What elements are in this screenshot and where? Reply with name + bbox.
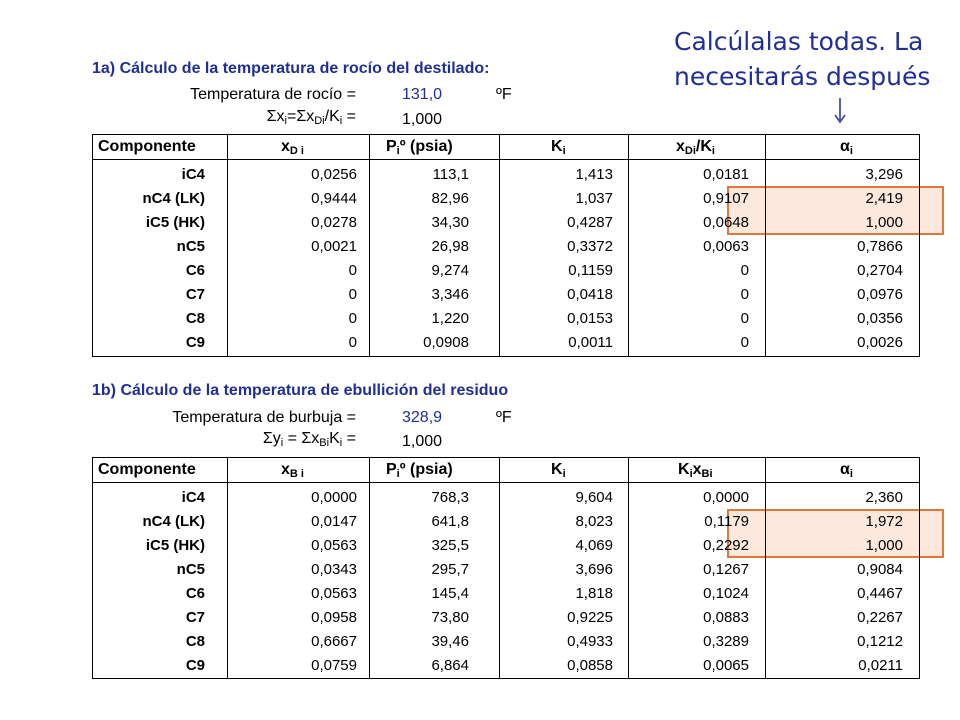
dew-temp-unit: ºF	[496, 86, 512, 103]
table-row	[93, 657, 919, 679]
bubble-temp-unit: ºF	[496, 409, 512, 426]
value-cell: 0,0343	[311, 561, 357, 578]
value-cell: 0,0278	[311, 214, 357, 231]
value-cell: 0	[740, 310, 749, 327]
table-row	[93, 537, 919, 559]
table-row	[93, 238, 919, 260]
component-cell: nC5	[176, 238, 205, 255]
value-cell: 0,0858	[567, 657, 613, 674]
table-row	[93, 334, 919, 356]
component-cell: iC5 (HK)	[145, 537, 205, 554]
note-line-2: necesitarás después	[674, 62, 931, 91]
value-cell: 9,604	[575, 489, 613, 506]
value-cell: 3,346	[431, 286, 469, 303]
table-bubble	[92, 457, 920, 679]
value-cell: 0	[740, 262, 749, 279]
value-cell: 0,0181	[703, 166, 749, 183]
value-cell: 39,46	[431, 633, 469, 650]
value-cell: 768,3	[431, 489, 469, 506]
component-cell: C9	[185, 657, 205, 674]
value-cell: 0,0147	[311, 513, 357, 530]
value-cell: 0,7866	[857, 238, 903, 255]
col-xk: $x_{Di}/K_i$	[676, 138, 715, 157]
value-cell: 1,000	[865, 214, 903, 231]
value-cell: 0,0418	[567, 286, 613, 303]
component-cell: nC5	[176, 561, 205, 578]
dew-sum-value: 1,000	[402, 111, 443, 128]
table-row	[93, 609, 919, 631]
value-cell: 113,1	[432, 166, 469, 183]
value-cell: 1,000	[865, 537, 903, 554]
table-dew-header	[93, 135, 919, 160]
table-row	[93, 561, 919, 583]
value-cell: 0,9444	[311, 190, 357, 207]
col-alpha-b: $\alpha_i$	[840, 461, 853, 480]
value-cell: 0,0065	[703, 657, 749, 674]
col-x-b: $x_{B i}$	[281, 461, 304, 480]
value-cell: 0,0648	[703, 214, 749, 231]
value-cell: 0,2267	[857, 609, 903, 626]
value-cell: 9,274	[431, 262, 469, 279]
value-cell: 1,818	[575, 585, 613, 602]
value-cell: 0,0883	[703, 609, 749, 626]
value-cell: 1,972	[865, 513, 903, 530]
value-cell: 0,2704	[857, 262, 903, 279]
value-cell: 0,1179	[704, 513, 749, 530]
col-componente-b: Componente	[98, 461, 196, 478]
col-kx-b: $K_ix_{Bi}$	[678, 461, 713, 480]
table-row	[93, 190, 919, 212]
table-row	[93, 214, 919, 236]
col-componente: Componente	[98, 138, 196, 155]
value-cell: 34,30	[431, 214, 469, 231]
value-cell: 0,4467	[857, 585, 903, 602]
value-cell: 0,2292	[703, 537, 749, 554]
table-row	[93, 585, 919, 607]
value-cell: 3,296	[865, 166, 903, 183]
value-cell: 1,220	[431, 310, 469, 327]
value-cell: 0,3372	[567, 238, 613, 255]
table-row	[93, 166, 919, 188]
value-cell: 0	[348, 286, 357, 303]
value-cell: 0	[740, 286, 749, 303]
value-cell: 0,0976	[857, 286, 903, 303]
table-dew	[92, 134, 920, 357]
component-cell: C9	[185, 334, 205, 351]
bubble-sum-value: 1,000	[402, 433, 443, 450]
value-cell: 0,3289	[703, 633, 749, 650]
col-alpha: $\alpha_i$	[840, 138, 853, 157]
value-cell: 0,0356	[857, 310, 903, 327]
value-cell: 0,1159	[568, 262, 613, 279]
value-cell: 0	[348, 262, 357, 279]
value-cell: 2,419	[865, 190, 903, 207]
col-k: $K_i$	[551, 138, 566, 157]
value-cell: 0,0153	[567, 310, 613, 327]
value-cell: 0,9107	[703, 190, 749, 207]
value-cell: 1,413	[575, 166, 613, 183]
value-cell: 145,4	[431, 585, 469, 602]
down-arrow-icon	[833, 98, 847, 124]
component-cell: C7	[185, 609, 205, 626]
annotation-note	[674, 24, 960, 94]
component-cell: C8	[185, 633, 205, 650]
bubble-temp-value: 328,9	[402, 409, 443, 426]
value-cell: 0,0026	[857, 334, 903, 351]
value-cell: 0,0211	[858, 657, 903, 674]
component-cell: C6	[185, 262, 205, 279]
value-cell: 0,1024	[703, 585, 749, 602]
table-row	[93, 262, 919, 284]
value-cell: 1,037	[575, 190, 613, 207]
value-cell: 0,1212	[857, 633, 903, 650]
value-cell: 0,0021	[311, 238, 357, 255]
value-cell: 0,0000	[311, 489, 357, 506]
value-cell: 0	[740, 334, 749, 351]
value-cell: 4,069	[575, 537, 613, 554]
table-bubble-header	[93, 458, 919, 483]
dew-temp-value: 131,0	[402, 86, 443, 103]
value-cell: 0	[348, 310, 357, 327]
component-cell: iC4	[181, 489, 205, 506]
value-cell: 0,1267	[703, 561, 749, 578]
col-x: $x_{D i}$	[281, 138, 304, 157]
bubble-sum-label: $\Sigma y_i = \Sigma x_{Bi}K_i$ =	[262, 430, 356, 449]
value-cell: 0,0063	[703, 238, 749, 255]
value-cell: 325,5	[431, 537, 469, 554]
section-b-title: 1b) Cálculo de la temperatura de ebullición del residuo	[92, 382, 509, 399]
col-p: $P_iº$ (psia)	[386, 138, 453, 157]
value-cell: 0,9225	[567, 609, 613, 626]
component-cell: C6	[185, 585, 205, 602]
component-cell: nC4 (LK)	[142, 190, 205, 207]
value-cell: 0,0908	[423, 334, 469, 351]
table-row	[93, 310, 919, 332]
value-cell: 0,0563	[311, 537, 357, 554]
component-cell: C7	[185, 286, 205, 303]
value-cell: 8,023	[575, 513, 613, 530]
value-cell: 0,6667	[311, 633, 357, 650]
value-cell: 3,696	[575, 561, 613, 578]
value-cell: 0,9084	[857, 561, 903, 578]
value-cell: 2,360	[865, 489, 903, 506]
dew-temp-label: Temperatura de rocío =	[190, 86, 356, 103]
table-row	[93, 633, 919, 655]
value-cell: 73,80	[431, 609, 469, 626]
dew-sum-label: $\Sigma x_i=\Sigma x_{Di}/K_i$ =	[266, 108, 356, 127]
value-cell: 6,864	[431, 657, 469, 674]
value-cell: 0,0011	[568, 334, 613, 351]
value-cell: 0,0000	[703, 489, 749, 506]
component-cell: C8	[185, 310, 205, 327]
table-row	[93, 286, 919, 308]
note-line-1: Calcúlalas todas. La	[674, 27, 924, 56]
col-k-b: $K_i$	[551, 461, 566, 480]
value-cell: 0,0563	[311, 585, 357, 602]
value-cell: 295,7	[431, 561, 469, 578]
value-cell: 0,0958	[311, 609, 357, 626]
component-cell: iC5 (HK)	[145, 214, 205, 231]
value-cell: 82,96	[431, 190, 469, 207]
value-cell: 641,8	[431, 513, 469, 530]
component-cell: nC4 (LK)	[142, 513, 205, 530]
value-cell: 0,4287	[567, 214, 613, 231]
value-cell: 0,0759	[311, 657, 357, 674]
bubble-temp-label: Temperatura de burbuja =	[172, 409, 356, 426]
value-cell: 0,4933	[567, 633, 613, 650]
value-cell: 26,98	[431, 238, 469, 255]
table-row	[93, 489, 919, 511]
component-cell: iC4	[181, 166, 205, 183]
value-cell: 0,0256	[311, 166, 357, 183]
table-row	[93, 513, 919, 535]
value-cell: 0	[348, 334, 357, 351]
section-a-title: 1a) Cálculo de la temperatura de rocío del destilado:	[92, 60, 490, 77]
col-p-b: $P_iº$ (psia)	[386, 461, 453, 480]
